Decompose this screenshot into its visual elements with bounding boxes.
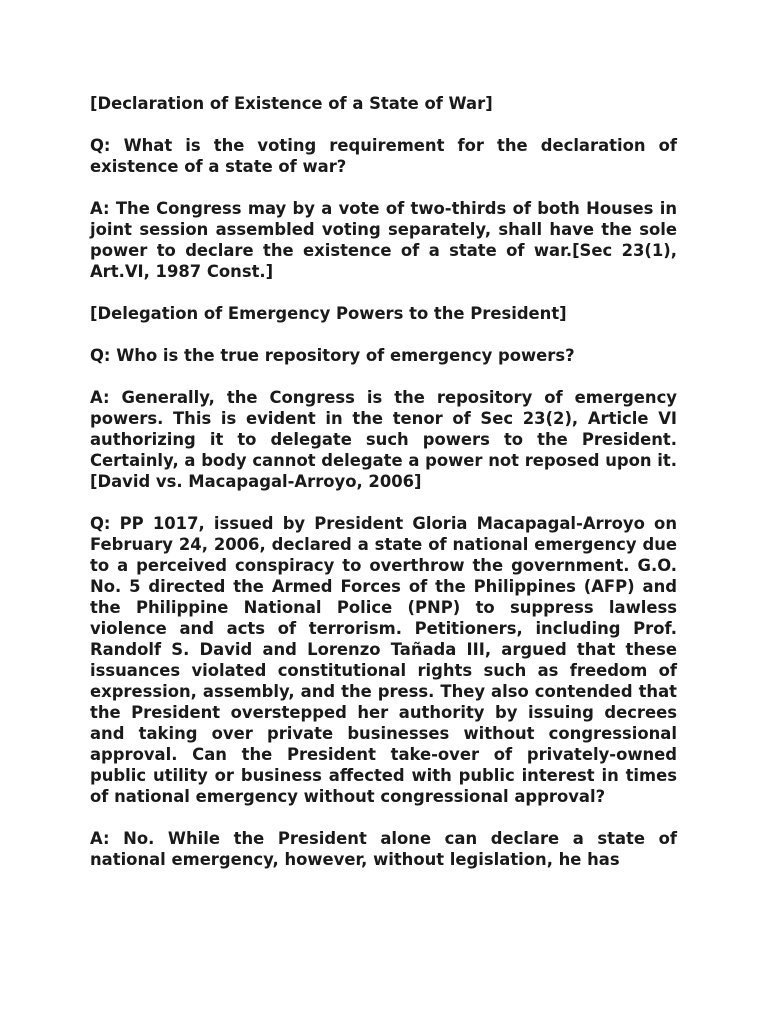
answer-paragraph: A: Generally, the Congress is the repository of emergency powers. This is evident in the tenor of Sec 23(2), Article VI authorizing it to delegate such powers to the President. Certainly, a body cannot delegate a power not reposed upon it. [David vs. Macapagal-Arroyo, 2006]: [90, 388, 677, 491]
answer-paragraph: A: The Congress may by a vote of two-thirds of both Houses in joint session assembled voting separately, shall have the sole power to declare the existence of a state of war.[Sec 23(1), Art.VI, 1987 Const.]: [90, 199, 677, 281]
answer-paragraph: A: No. While the President alone can declare a state of national emergency, however, without legislation, he has: [90, 829, 677, 869]
section-heading: [Declaration of Existence of a State of War]: [90, 94, 493, 113]
question-paragraph: Q: PP 1017, issued by President Gloria Macapagal-Arroyo on February 24, 2006, declared a state of national emergency due to a perceived conspiracy to overthrow the government. G.O. No. 5 directed the Armed Forces of the Philippines (AFP) and the Philippine National Police (PNP) to suppress lawless violence and acts of terrorism. Petitioners, including Prof. Randolf S. David and Lorenzo Tañada III, argued that these issuances violated constitutional rights such as freedom of expression, assembly, and the press. They also contended that the President overstepped her authority by issuing decrees and taking over private businesses without congressional approval. Can the President take-over of privately-owned public utility or business affected with public interest in times of national emergency without congressional approval?: [90, 514, 677, 806]
document-page: [90, 93, 677, 891]
section-heading: [Delegation of Emergency Powers to the President]: [90, 304, 567, 323]
question-paragraph: Q: What is the voting requirement for the declaration of existence of a state of war?: [90, 136, 677, 176]
question-paragraph: Q: Who is the true repository of emergency powers?: [90, 346, 575, 365]
